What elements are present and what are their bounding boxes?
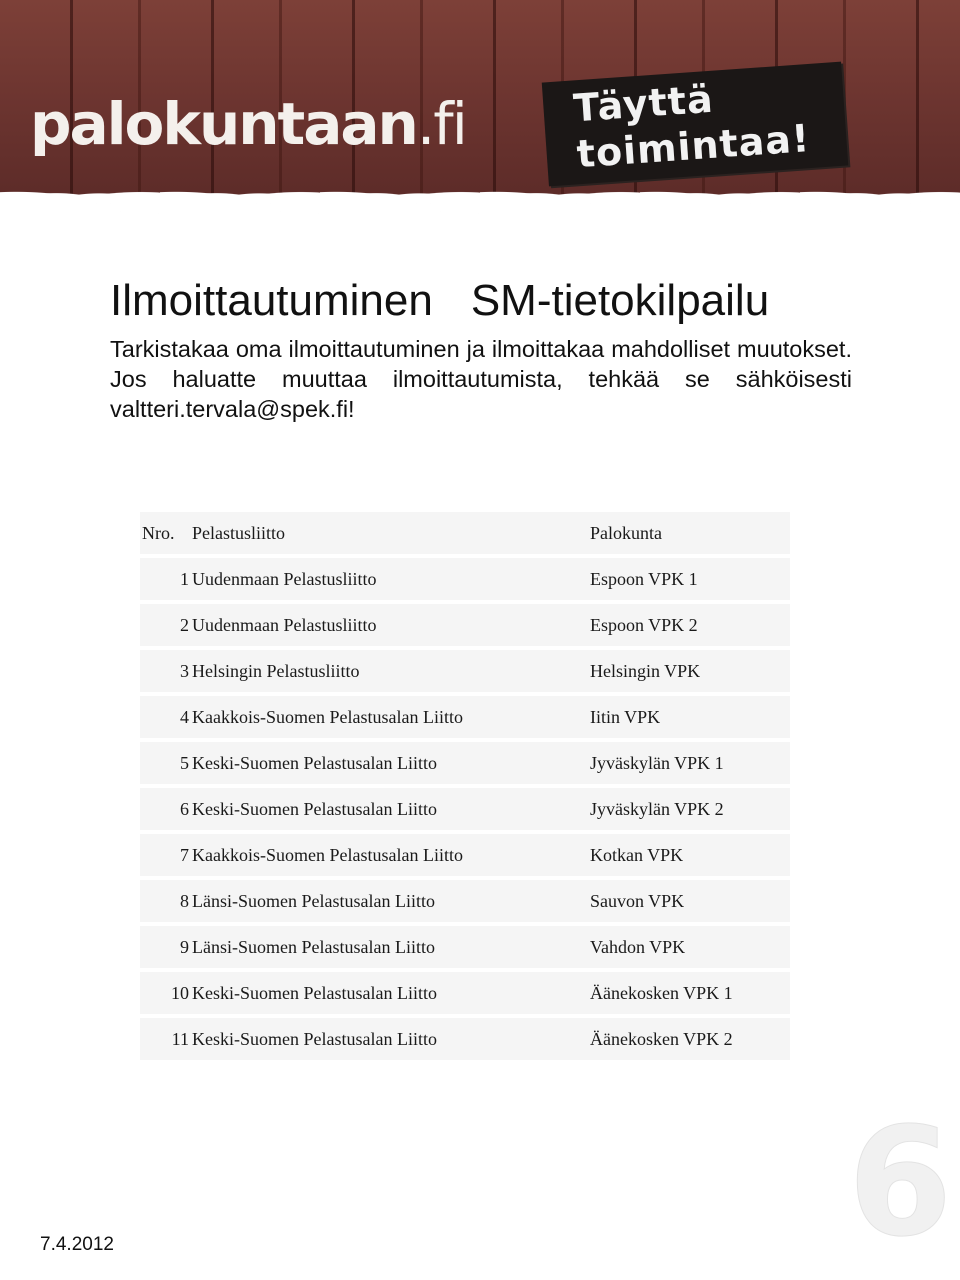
row-palokunta: Äänekosken VPK 1 xyxy=(590,982,733,1003)
page-title xyxy=(110,276,850,326)
table-row xyxy=(140,972,790,1014)
row-pelastusliitto: Länsi-Suomen Pelastusalan Liitto xyxy=(192,936,435,957)
row-palokunta: Iitin VPK xyxy=(590,706,661,727)
table-row xyxy=(140,926,790,968)
table-row xyxy=(140,880,790,922)
table-row xyxy=(140,696,790,738)
stamp-line-1: Täyttä xyxy=(572,76,715,131)
row-number: 3 xyxy=(180,660,189,681)
row-pelastusliitto: Kaakkois-Suomen Pelastusalan Liitto xyxy=(192,706,463,727)
table-row xyxy=(140,742,790,784)
table-row xyxy=(140,1018,790,1060)
tayttaa-toimintaa-stamp xyxy=(542,62,849,187)
row-pelastusliitto: Keski-Suomen Pelastusalan Liitto xyxy=(192,798,437,819)
row-palokunta: Sauvon VPK xyxy=(590,890,685,911)
row-pelastusliitto: Keski-Suomen Pelastusalan Liitto xyxy=(192,752,437,773)
row-palokunta: Jyväskylän VPK 1 xyxy=(590,752,724,773)
row-number: 10 xyxy=(171,982,189,1003)
row-pelastusliitto: Keski-Suomen Pelastusalan Liitto xyxy=(192,1028,437,1049)
row-palokunta: Espoon VPK 1 xyxy=(590,568,698,589)
table-row xyxy=(140,558,790,600)
header-banner xyxy=(0,0,960,215)
logo-suffix: .fi xyxy=(416,90,466,158)
row-number: 11 xyxy=(171,1028,189,1049)
header-palokunta: Palokunta xyxy=(590,522,662,543)
table-row xyxy=(140,650,790,692)
table-row xyxy=(140,788,790,830)
table-row xyxy=(140,834,790,876)
footer-date: 7.4.2012 xyxy=(40,1234,114,1255)
row-pelastusliitto: Uudenmaan Pelastusliitto xyxy=(192,614,377,635)
table-header-row xyxy=(140,512,790,554)
registration-table xyxy=(140,512,790,1064)
row-pelastusliitto: Länsi-Suomen Pelastusalan Liitto xyxy=(192,890,435,911)
row-number: 8 xyxy=(180,890,189,911)
row-palokunta: Äänekosken VPK 2 xyxy=(590,1028,733,1049)
row-palokunta: Espoon VPK 2 xyxy=(590,614,698,635)
palokuntaan-logo xyxy=(30,90,466,158)
stamp-line-2: toimintaa! xyxy=(575,116,812,177)
row-number: 6 xyxy=(180,798,189,819)
header-pelastusliitto: Pelastusliitto xyxy=(192,522,286,543)
row-number: 2 xyxy=(180,614,189,635)
row-palokunta: Kotkan VPK xyxy=(590,844,684,865)
row-palokunta: Vahdon VPK xyxy=(590,936,686,957)
header-nro: Nro. xyxy=(142,522,175,543)
row-number: 9 xyxy=(180,936,189,957)
logo-main: palokuntaan xyxy=(30,90,417,158)
row-number: 5 xyxy=(180,752,189,773)
intro-text: Tarkistakaa oma ilmoittautuminen ja ilmoittakaa mahdolliset muutokset. Jos haluatte muuttaa ilmoittautumista, tehkää se sähköisesti valtteri.tervala@spek.fi! xyxy=(110,336,852,422)
row-palokunta: Jyväskylän VPK 2 xyxy=(590,798,724,819)
table-row xyxy=(140,604,790,646)
row-number: 1 xyxy=(180,568,189,589)
title-part-2: SM-tietokilpailu xyxy=(470,276,770,325)
row-pelastusliitto: Kaakkois-Suomen Pelastusalan Liitto xyxy=(192,844,463,865)
row-pelastusliitto: Keski-Suomen Pelastusalan Liitto xyxy=(192,982,437,1003)
row-number: 4 xyxy=(180,706,189,727)
row-palokunta: Helsingin VPK xyxy=(590,660,701,681)
row-pelastusliitto: Helsingin Pelastusliitto xyxy=(192,660,360,681)
page-number: 6 xyxy=(848,1096,953,1270)
row-number: 7 xyxy=(180,844,189,865)
row-pelastusliitto: Uudenmaan Pelastusliitto xyxy=(192,568,377,589)
title-part-1: Ilmoittautuminen xyxy=(110,276,433,325)
